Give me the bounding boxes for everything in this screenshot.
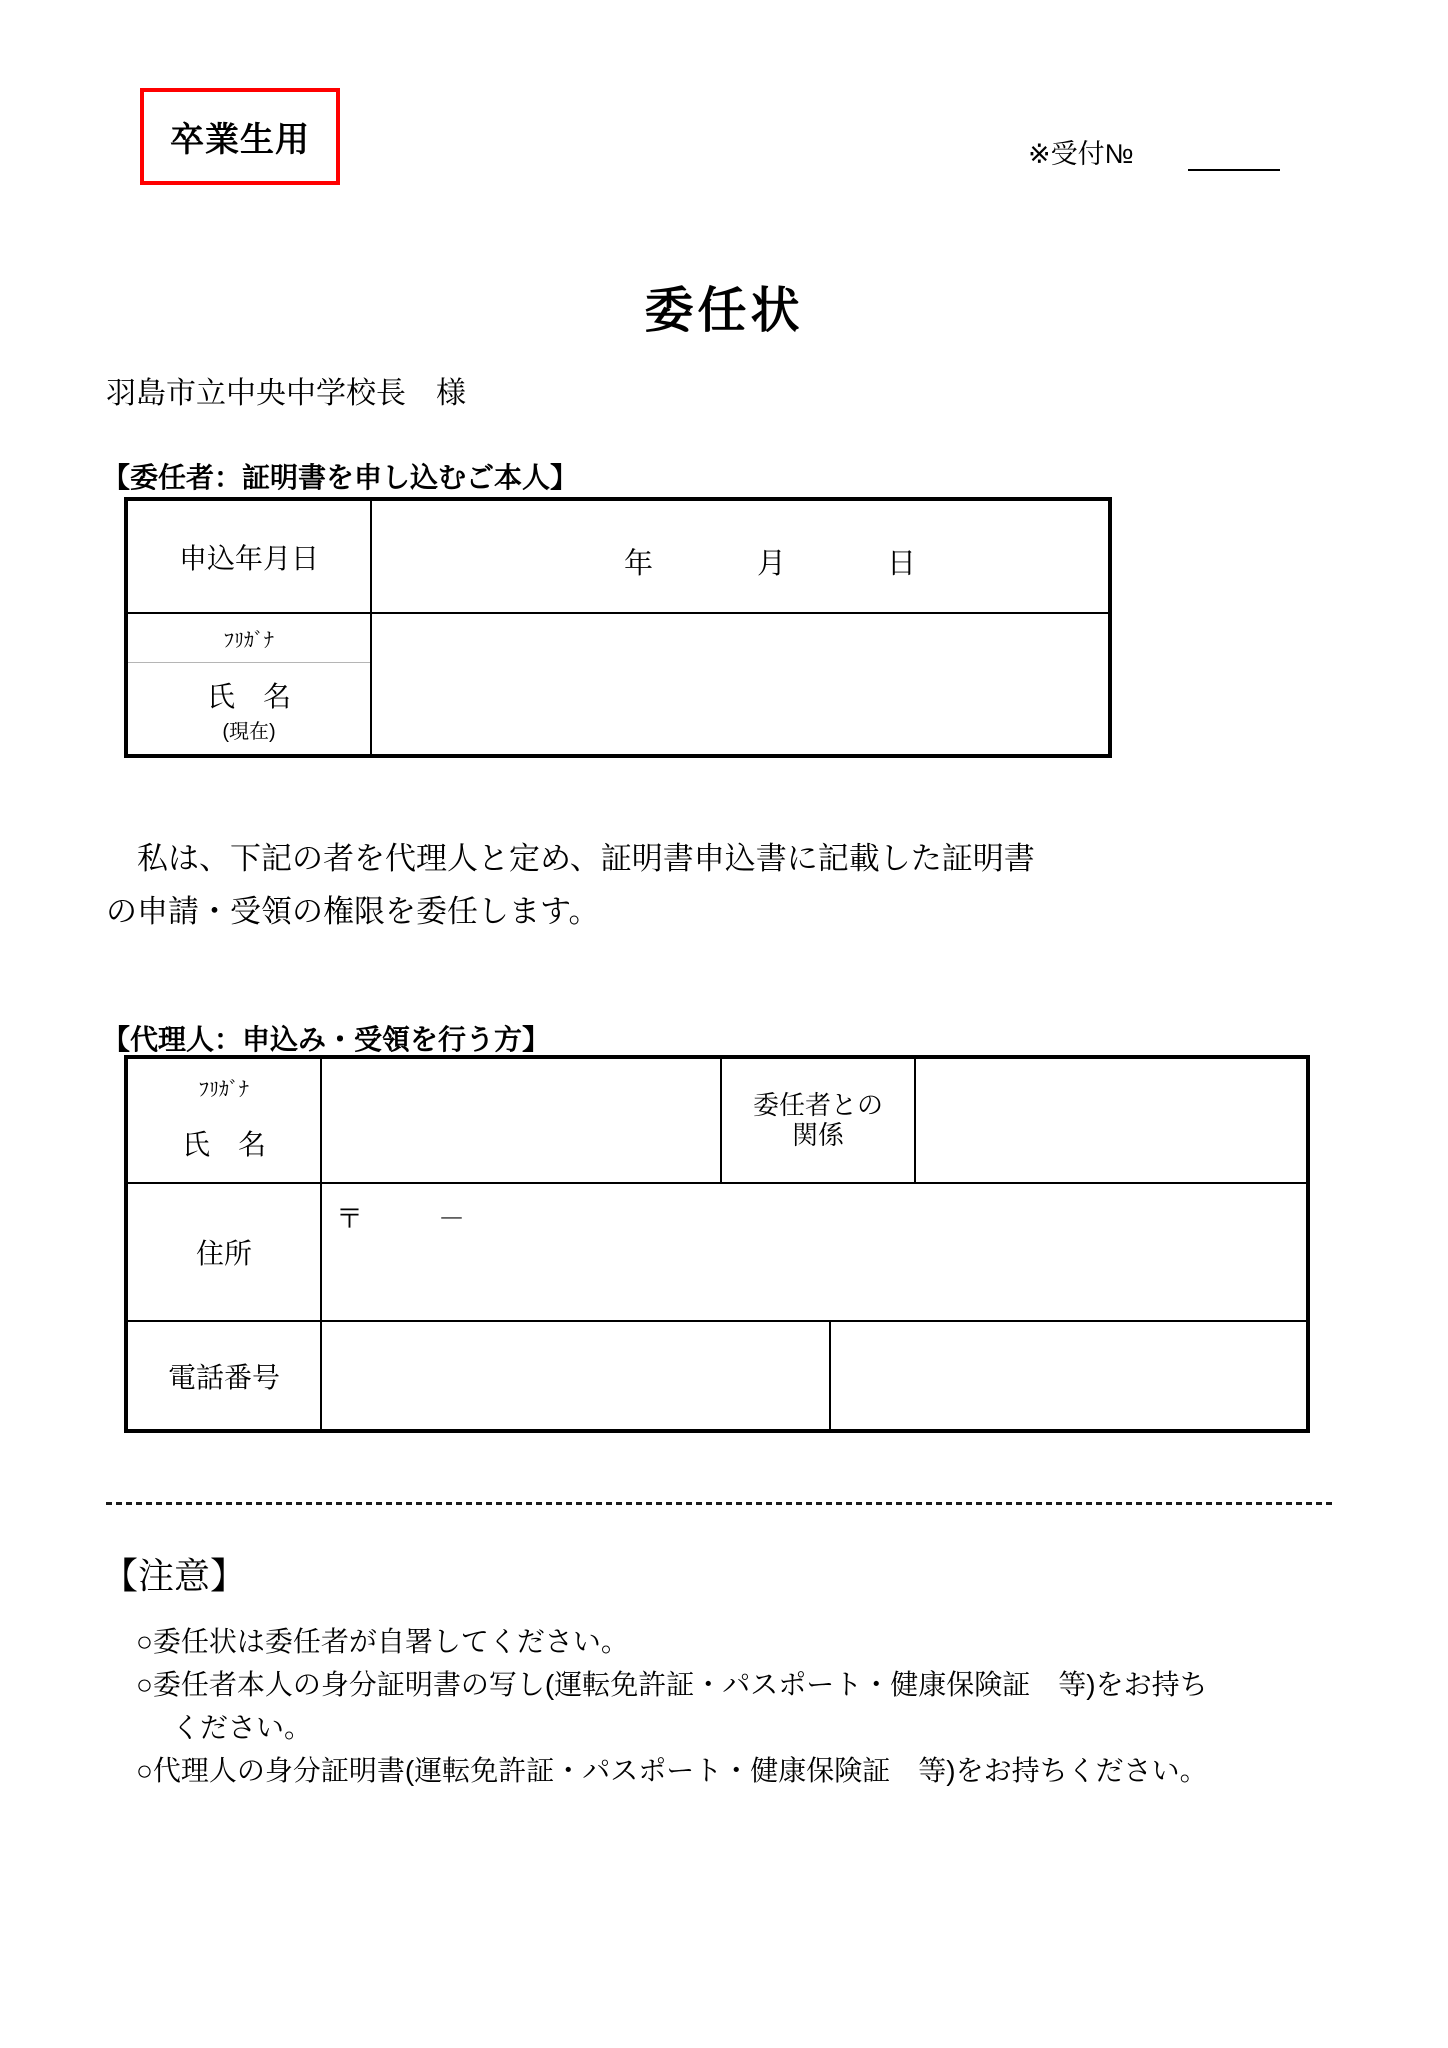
- application-date-label: 申込年月日: [178, 542, 319, 574]
- audience-badge: [140, 88, 340, 185]
- relation-label: [722, 1059, 914, 1182]
- table-divider-faint: [128, 662, 370, 663]
- proxy-name-label: 氏 名: [181, 1129, 266, 1160]
- application-date-input-cell: [372, 501, 1108, 612]
- reception-no-label: ※受付№: [1028, 139, 1134, 169]
- address-label: 住所: [195, 1238, 252, 1269]
- note-item-continuation: ください。: [172, 1712, 313, 1743]
- reception-no-blank-line: [1188, 169, 1280, 171]
- proxy-furigana-label: ﾌﾘｶﾞﾅ: [199, 1078, 249, 1101]
- delegator-section-title: 【委任者：証明書を申し込むご本人】: [102, 462, 579, 493]
- delegator-name-note: (現在): [222, 720, 276, 743]
- delegator-name-label: 氏 名: [206, 681, 291, 712]
- relation-label-line1: 委任者との: [752, 1089, 883, 1120]
- delegator-name-input-cell: [372, 614, 1108, 754]
- note-item: ○委任状は委任者が自署してください。: [136, 1626, 629, 1657]
- phone-input-cell-2: [831, 1322, 1310, 1429]
- delegation-statement-line1: 私は、下記の者を代理人と定め、証明書申込書に記載した証明書: [106, 841, 1035, 876]
- delegation-statement: [106, 833, 1366, 938]
- date-unit-month: 月: [757, 548, 787, 580]
- phone-label: 電話番号: [167, 1361, 280, 1393]
- proxy-name-input-cell: [322, 1059, 720, 1182]
- postal-dash: －: [438, 1204, 465, 1234]
- proxy-table: [124, 1055, 1310, 1433]
- notes-section-title: 【注意】: [102, 1555, 247, 1596]
- note-item: ○代理人の身分証明書(運転免許証・パスポート・健康保険証 等)をお持ちください。: [136, 1755, 1208, 1786]
- addressee: 羽島市立中央中学校長 様: [106, 377, 466, 410]
- postal-mark: 〒: [336, 1204, 363, 1234]
- audience-badge-label: 卒業生用: [170, 121, 310, 159]
- relation-label-line2: 関係: [791, 1119, 844, 1150]
- relation-input-cell: [916, 1059, 1310, 1182]
- note-item: ○委任者本人の身分証明書の写し(運転免許証・パスポート・健康保険証 等)をお持ち: [136, 1669, 1208, 1700]
- date-unit-year: 年: [624, 548, 654, 580]
- phone-input-cell-1: [322, 1322, 829, 1429]
- dashed-separator: [106, 1502, 1336, 1505]
- date-unit-day: 日: [887, 548, 917, 580]
- page-title: 委任状: [644, 284, 804, 338]
- proxy-section-title: 【代理人：申込み・受領を行う方】: [102, 1024, 551, 1055]
- address-input-cell: [322, 1184, 1310, 1320]
- delegator-table: [124, 497, 1112, 758]
- delegation-statement-line2: の申請・受領の権限を委任します。: [106, 893, 600, 929]
- delegator-furigana-label: ﾌﾘｶﾞﾅ: [224, 629, 274, 652]
